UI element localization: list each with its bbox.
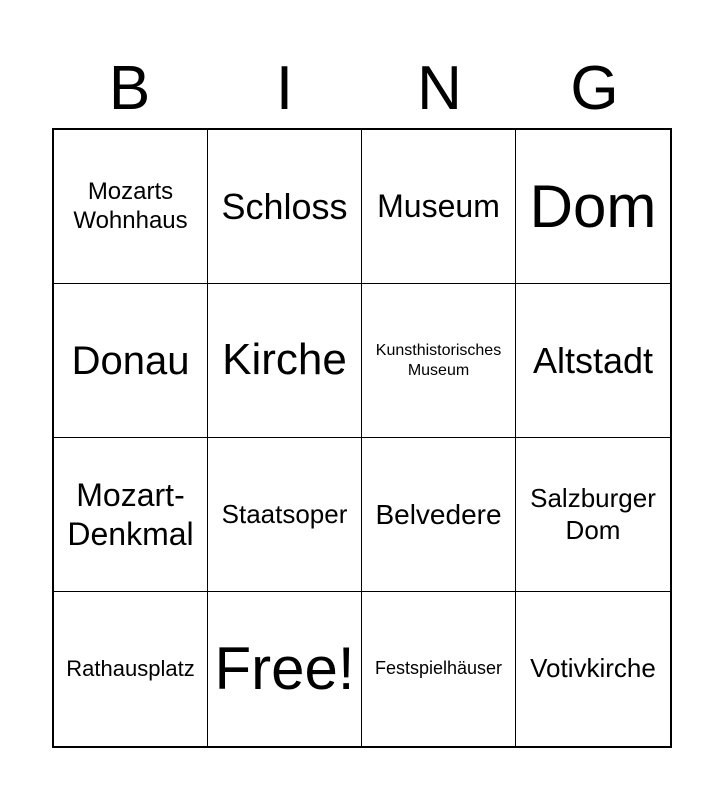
bingo-cell[interactable]: Festspielhäuser xyxy=(362,592,516,746)
bingo-cell[interactable]: Dom xyxy=(516,130,670,284)
bingo-cell[interactable]: Donau xyxy=(54,284,208,438)
bingo-cell[interactable]: Altstadt xyxy=(516,284,670,438)
header-letter-b: B xyxy=(108,54,151,123)
bingo-cell[interactable]: Rathausplatz xyxy=(54,592,208,746)
bingo-cell[interactable]: Votivkirche xyxy=(530,653,656,684)
free-space-cell[interactable]: Free! xyxy=(208,592,362,746)
bingo-cell[interactable]: Kunsthistorisches Museum xyxy=(362,284,516,438)
bingo-cell[interactable]: Mozart-Denkmal xyxy=(54,438,208,592)
bingo-cell[interactable]: Kirche xyxy=(208,284,362,438)
header-letter-i: I xyxy=(275,54,294,123)
bingo-board xyxy=(52,128,672,748)
bingo-header xyxy=(52,50,672,128)
header-letter-g: G xyxy=(570,54,619,123)
bingo-cell[interactable]: Mozarts Wohnhaus xyxy=(54,130,208,284)
bingo-cell[interactable]: Belvedere xyxy=(362,438,516,592)
bingo-cell[interactable]: Schloss xyxy=(208,130,362,284)
header-letter-n: N xyxy=(417,54,462,123)
bingo-cell[interactable]: Staatsoper xyxy=(208,438,362,592)
bingo-cell[interactable]: Museum xyxy=(362,130,516,284)
bingo-cell[interactable]: Salzburger Dom xyxy=(516,438,670,592)
